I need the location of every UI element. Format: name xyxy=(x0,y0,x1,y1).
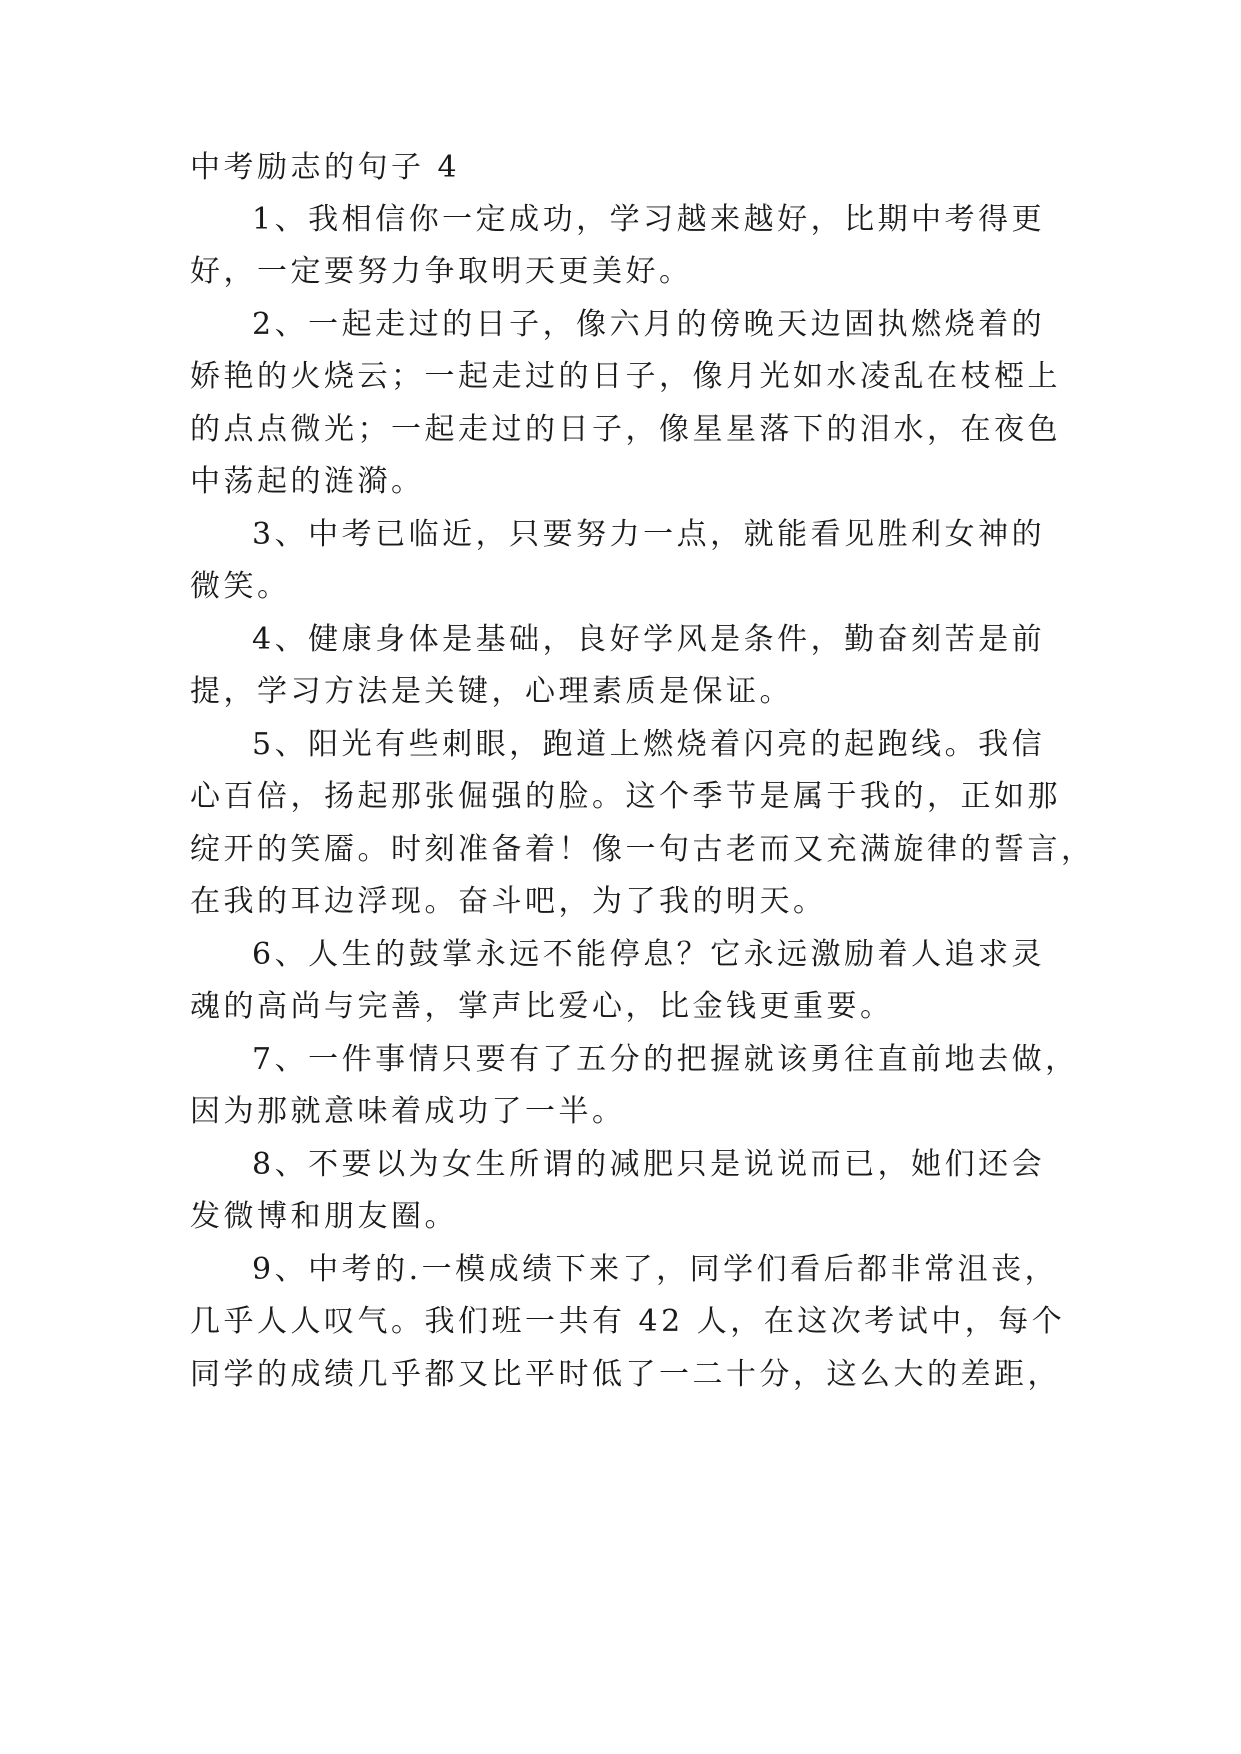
page-title: 中考励志的句子 4 xyxy=(190,150,461,185)
paragraph-line: 5、阳光有些刺眼，跑道上燃烧着闪亮的起跑线。我信 xyxy=(252,727,1046,762)
paragraph-line: 的点点微光；一起走过的日子，像星星落下的泪水，在夜色 xyxy=(190,412,1061,447)
paragraph-line: 因为那就意味着成功了一半。 xyxy=(190,1094,626,1129)
paragraph-line: 提，学习方法是关键，心理素质是保证。 xyxy=(190,674,793,709)
paragraph-line: 2、一起走过的日子，像六月的傍晚天边固执燃烧着的 xyxy=(252,307,1046,342)
paragraph-line: 1、我相信你一定成功，学习越来越好，比期中考得更 xyxy=(252,202,1046,237)
paragraph-line: 8、不要以为女生所谓的减肥只是说说而已，她们还会 xyxy=(252,1147,1046,1182)
paragraph-line: 同学的成绩几乎都又比平时低了一二十分，这么大的差距， xyxy=(190,1357,1061,1392)
paragraph-line: 9、中考的.一模成绩下来了，同学们看后都非常沮丧， xyxy=(252,1252,1059,1287)
paragraph-line: 中荡起的涟漪。 xyxy=(190,464,425,499)
paragraph-line: 6、人生的鼓掌永远不能停息？它永远激励着人追求灵 xyxy=(252,937,1046,972)
paragraph-line: 3、中考已临近，只要努力一点，就能看见胜利女神的 xyxy=(252,517,1046,552)
paragraph-line: 心百倍，扬起那张倔强的脸。这个季节是属于我的，正如那 xyxy=(190,779,1061,814)
paragraph-line: 魂的高尚与完善，掌声比爱心，比金钱更重要。 xyxy=(190,989,894,1024)
paragraph-line: 在我的耳边浮现。奋斗吧，为了我的明天。 xyxy=(190,884,827,919)
paragraph-line: 几乎人人叹气。我们班一共有 42 人，在这次考试中，每个 xyxy=(190,1304,1066,1339)
paragraph-line: 娇艳的火烧云；一起走过的日子，像月光如水凌乱在枝椏上 xyxy=(190,359,1061,394)
paragraph-line: 好，一定要努力争取明天更美好。 xyxy=(190,254,693,289)
paragraph-line: 4、健康身体是基础，良好学风是条件，勤奋刻苦是前 xyxy=(252,622,1046,657)
paragraph-line: 7、一件事情只要有了五分的把握就该勇往直前地去做， xyxy=(252,1042,1079,1077)
paragraph-line: 绽开的笑靥。时刻准备着！像一句古老而又充满旋律的誓言， xyxy=(190,832,1095,867)
paragraph-line: 发微博和朋友圈。 xyxy=(190,1199,458,1234)
paragraph-line: 微笑。 xyxy=(190,569,291,604)
